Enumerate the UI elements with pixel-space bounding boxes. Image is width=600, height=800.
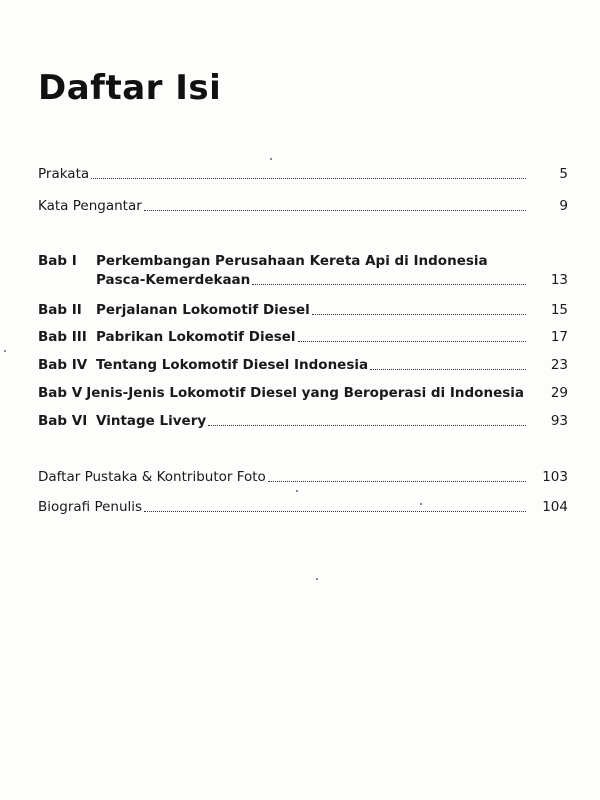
toc-entry-biografi-penulis[interactable] [38,499,568,515]
leader-dots [370,368,526,370]
toc-entry-page: 104 [542,499,568,515]
page-title: Daftar Isi [38,68,222,108]
toc-entry-bab-4[interactable] [38,357,568,373]
leader-dots [298,340,526,342]
leader-dots [144,209,526,211]
leader-dots [91,177,526,179]
leader-dots [144,510,526,512]
chapter-title-line1: Perkembangan Perusahaan Kereta Api di Indonesia [96,253,488,269]
chapter-number: Bab VI [38,413,88,429]
chapter-number: Bab II [38,302,82,318]
toc-entry-kata-pengantar[interactable] [38,198,568,214]
toc-entry-label: Biografi Penulis [38,499,143,515]
toc-entry-page: 9 [559,198,568,214]
chapter-title: Jenis-Jenis Lokomotif Diesel yang Beroperasi di Indonesia [86,385,524,401]
toc-entry-bab-2[interactable] [38,302,568,318]
toc-entry-page: 103 [542,469,568,485]
chapter-number: Bab III [38,329,87,345]
chapter-number: Bab V [38,385,83,401]
scan-speck [316,578,318,580]
scan-speck [270,158,272,160]
scan-speck [296,490,298,492]
toc-entry-label: Prakata [38,166,90,182]
scan-speck [4,350,6,352]
toc-entry-label: Daftar Pustaka & Kontributor Foto [38,469,266,485]
toc-entry-page: 93 [550,413,568,429]
leader-dots [208,424,526,426]
toc-entry-label: Kata Pengantar [38,198,142,214]
chapter-title: Perjalanan Lokomotif Diesel [96,302,310,318]
leader-dots [312,313,526,315]
chapter-title: Pasca-Kemerdekaan [96,272,251,288]
toc-entry-page: 5 [559,166,568,182]
toc-entry-prakata[interactable] [38,166,568,182]
chapter-title: Vintage Livery [96,413,207,429]
toc-entry-page: 29 [550,385,568,401]
toc-entry-bab-5[interactable] [38,385,568,401]
chapter-number: Bab I [38,253,77,269]
scan-speck [420,503,422,505]
toc-entry-bab-6[interactable] [38,413,568,429]
toc-entry-page: 13 [550,272,568,288]
toc-entry-bab-3[interactable] [38,329,568,345]
toc-entry-bab-1[interactable] [38,272,568,288]
chapter-title: Tentang Lokomotif Diesel Indonesia [96,357,369,373]
leader-dots [252,283,526,285]
chapter-title: Pabrikan Lokomotif Diesel [96,329,296,345]
toc-entry-page: 15 [550,302,568,318]
toc-entry-page: 23 [550,357,568,373]
chapter-number: Bab IV [38,357,88,373]
toc-entry-daftar-pustaka[interactable] [38,469,568,485]
toc-entry-page: 17 [550,329,568,345]
leader-dots [268,480,526,482]
